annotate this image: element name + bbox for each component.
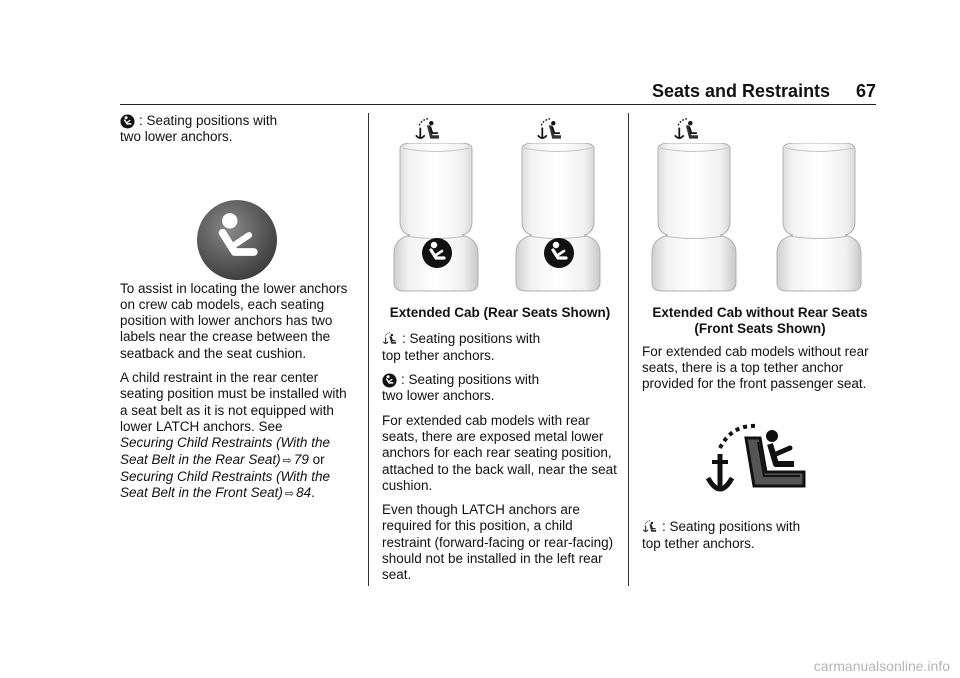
lower-anchor-icon	[120, 114, 135, 129]
figure	[120, 146, 356, 267]
paragraph: Even though LATCH anchors are required for this position, a child restraint (forward-facing or rear-facing) should not be installed in the left rear seat.	[382, 502, 614, 583]
section-title: Seats and Restraints	[652, 81, 831, 101]
cross-reference-link[interactable]: Securing Child Restraints (With the Seat Belt in the Rear Seat)	[120, 435, 330, 467]
seat-illustration	[514, 143, 604, 293]
figure-caption: Extended Cab (Rear Seats Shown)	[389, 305, 611, 320]
tether-legend	[642, 519, 878, 552]
legend-text: two lower anchors.	[382, 388, 495, 404]
caption-line: (Front Seats Shown)	[694, 321, 826, 337]
cross-reference-link[interactable]: Securing Child Restraints (With the Seat Belt in the Front Seat)	[120, 468, 330, 501]
lower-anchor-icon	[421, 237, 453, 269]
legend-text: top tether anchors.	[382, 347, 495, 363]
figure-caption	[642, 305, 878, 338]
page-ref[interactable]: 84	[296, 485, 312, 501]
column-divider	[368, 113, 369, 586]
lower-anchor-icon	[196, 199, 278, 281]
tether-legend	[382, 331, 618, 364]
top-tether-icon	[673, 118, 701, 146]
seat-illustration	[775, 143, 865, 293]
top-tether-icon	[414, 118, 442, 146]
paragraph: For extended cab models without rear seats, there is a top tether anchor provided for the front passenger seat.	[642, 343, 869, 392]
legend-text: : Seating positions with	[402, 331, 541, 347]
top-tether-icon	[536, 118, 564, 146]
page-ref-arrow: ⇨	[282, 454, 292, 467]
period: .	[311, 485, 315, 501]
column-3	[642, 305, 878, 560]
legend-text: : Seating positions with	[401, 372, 540, 388]
legend-text: two lower anchors.	[120, 129, 233, 145]
paragraph: To assist in locating the lower anchors on crew cab models, each seating position with lower anchors has two labels near the crease between the seatback and the seat cushion.	[120, 280, 348, 361]
seat-illustration	[392, 143, 482, 293]
page-header	[640, 81, 876, 105]
column-1	[120, 113, 356, 510]
lower-anchor-icon	[543, 237, 575, 269]
lower-anchor-legend	[382, 372, 618, 405]
page-number: 67	[855, 81, 876, 101]
page-ref-arrow: ⇨	[284, 488, 295, 501]
page-ref[interactable]: 79	[293, 451, 309, 467]
lower-anchor-legend	[120, 113, 356, 146]
top-tether-icon	[382, 332, 398, 348]
seat-illustration	[650, 143, 740, 293]
conjunction: or	[312, 451, 325, 467]
column-divider	[628, 113, 629, 586]
figure	[642, 400, 878, 505]
legend-text: : Seating positions with	[139, 113, 278, 128]
paragraph: For extended cab models with rear seats, there are exposed metal lower anchors for each rear seating position, attached to the back wall, near the seat cushion.	[382, 412, 617, 493]
column-2	[382, 305, 618, 592]
legend-text: top tether anchors.	[642, 535, 755, 551]
legend-text: : Seating positions with	[662, 519, 801, 535]
top-tether-icon	[642, 520, 658, 536]
watermark: carmanualsonline.info	[813, 658, 950, 674]
paragraph-text: A child restraint in the rear center seating position must be installed with a seat belt as it is not equipped with lower LATCH anchors. See	[120, 370, 347, 434]
lower-anchor-icon	[382, 373, 397, 388]
header-rule	[120, 104, 876, 105]
caption-line: Extended Cab without Rear Seats	[652, 305, 868, 320]
top-tether-icon	[706, 420, 810, 500]
paragraph	[120, 370, 356, 502]
